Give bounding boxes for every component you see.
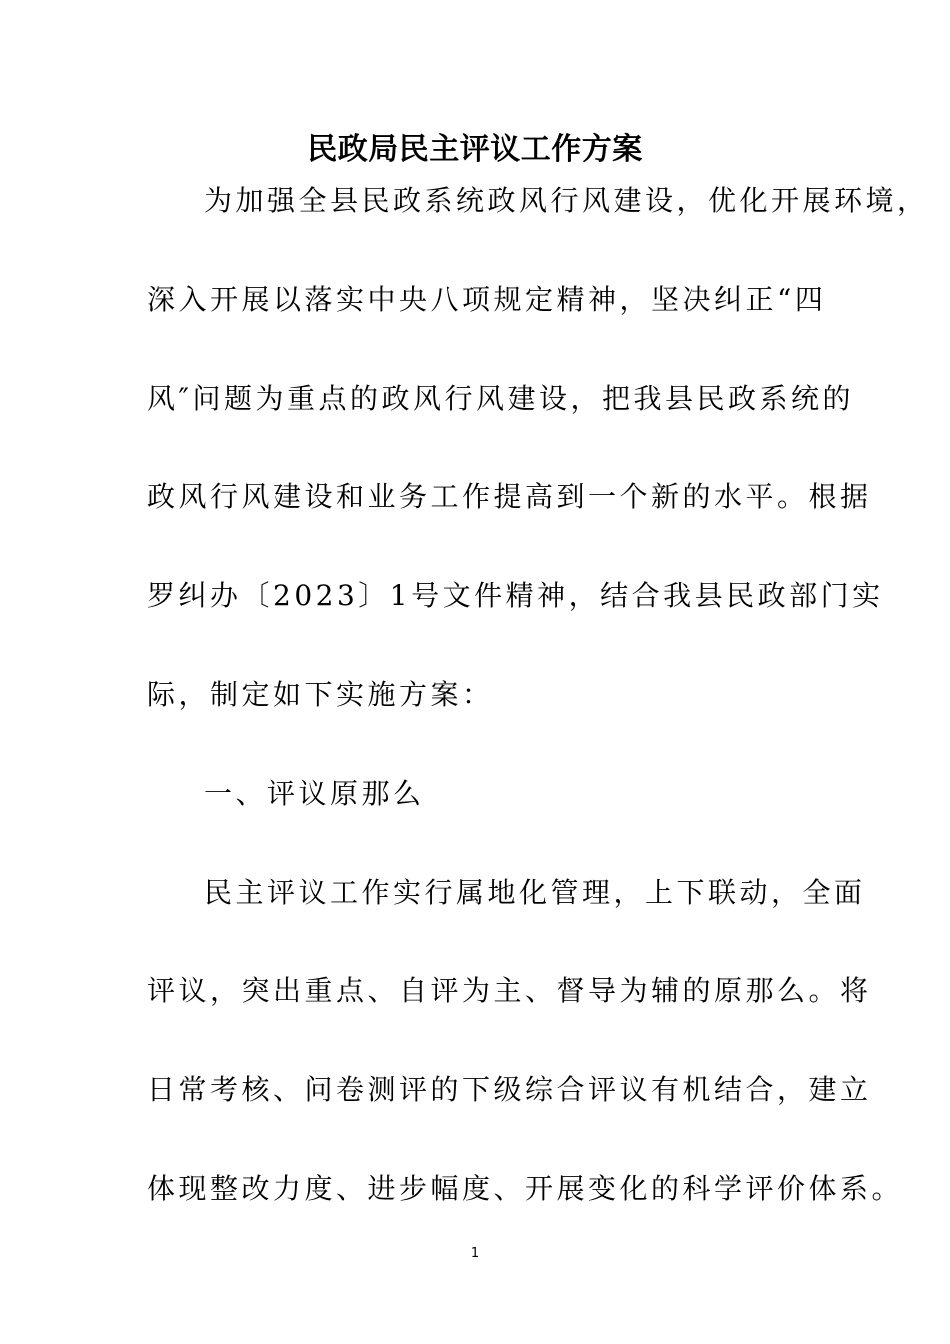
paragraph-line: 罗纠办〔2023〕1号文件精神，结合我县民政部门实 — [147, 579, 884, 613]
section-heading: 一、评议原那么 — [204, 776, 425, 810]
paragraph-line: 风″问题为重点的政风行风建设，把我县民政系统的 — [147, 381, 854, 415]
paragraph-line: 评议，突出重点、自评为主、督导为辅的原那么。将 — [147, 974, 872, 1008]
paragraph-line: 际，制定如下实施方案： — [147, 677, 494, 711]
paragraph-line: 民主评议工作实行属地化管理，上下联动，全面 — [204, 875, 866, 909]
document-body — [147, 171, 929, 1258]
paragraph-line: 日常考核、问卷测评的下级综合评议有机结合，建立 — [147, 1073, 872, 1107]
document-title: 民政局民主评议工作方案 — [307, 132, 643, 167]
paragraph-line: 体现整改力度、进步幅度、开展变化的科学评价体系。 — [147, 1171, 904, 1205]
paragraph-line: 政风行风建设和业务工作提高到一个新的水平。根据 — [147, 480, 872, 514]
page-number: 1 — [470, 1246, 480, 1261]
paragraph-line: 深入开展以落实中央八项规定精神，坚决纠正“四 — [147, 282, 827, 316]
paragraph-line: 为加强全县民政系统政风行风建设，优化开展环境， — [204, 184, 929, 217]
